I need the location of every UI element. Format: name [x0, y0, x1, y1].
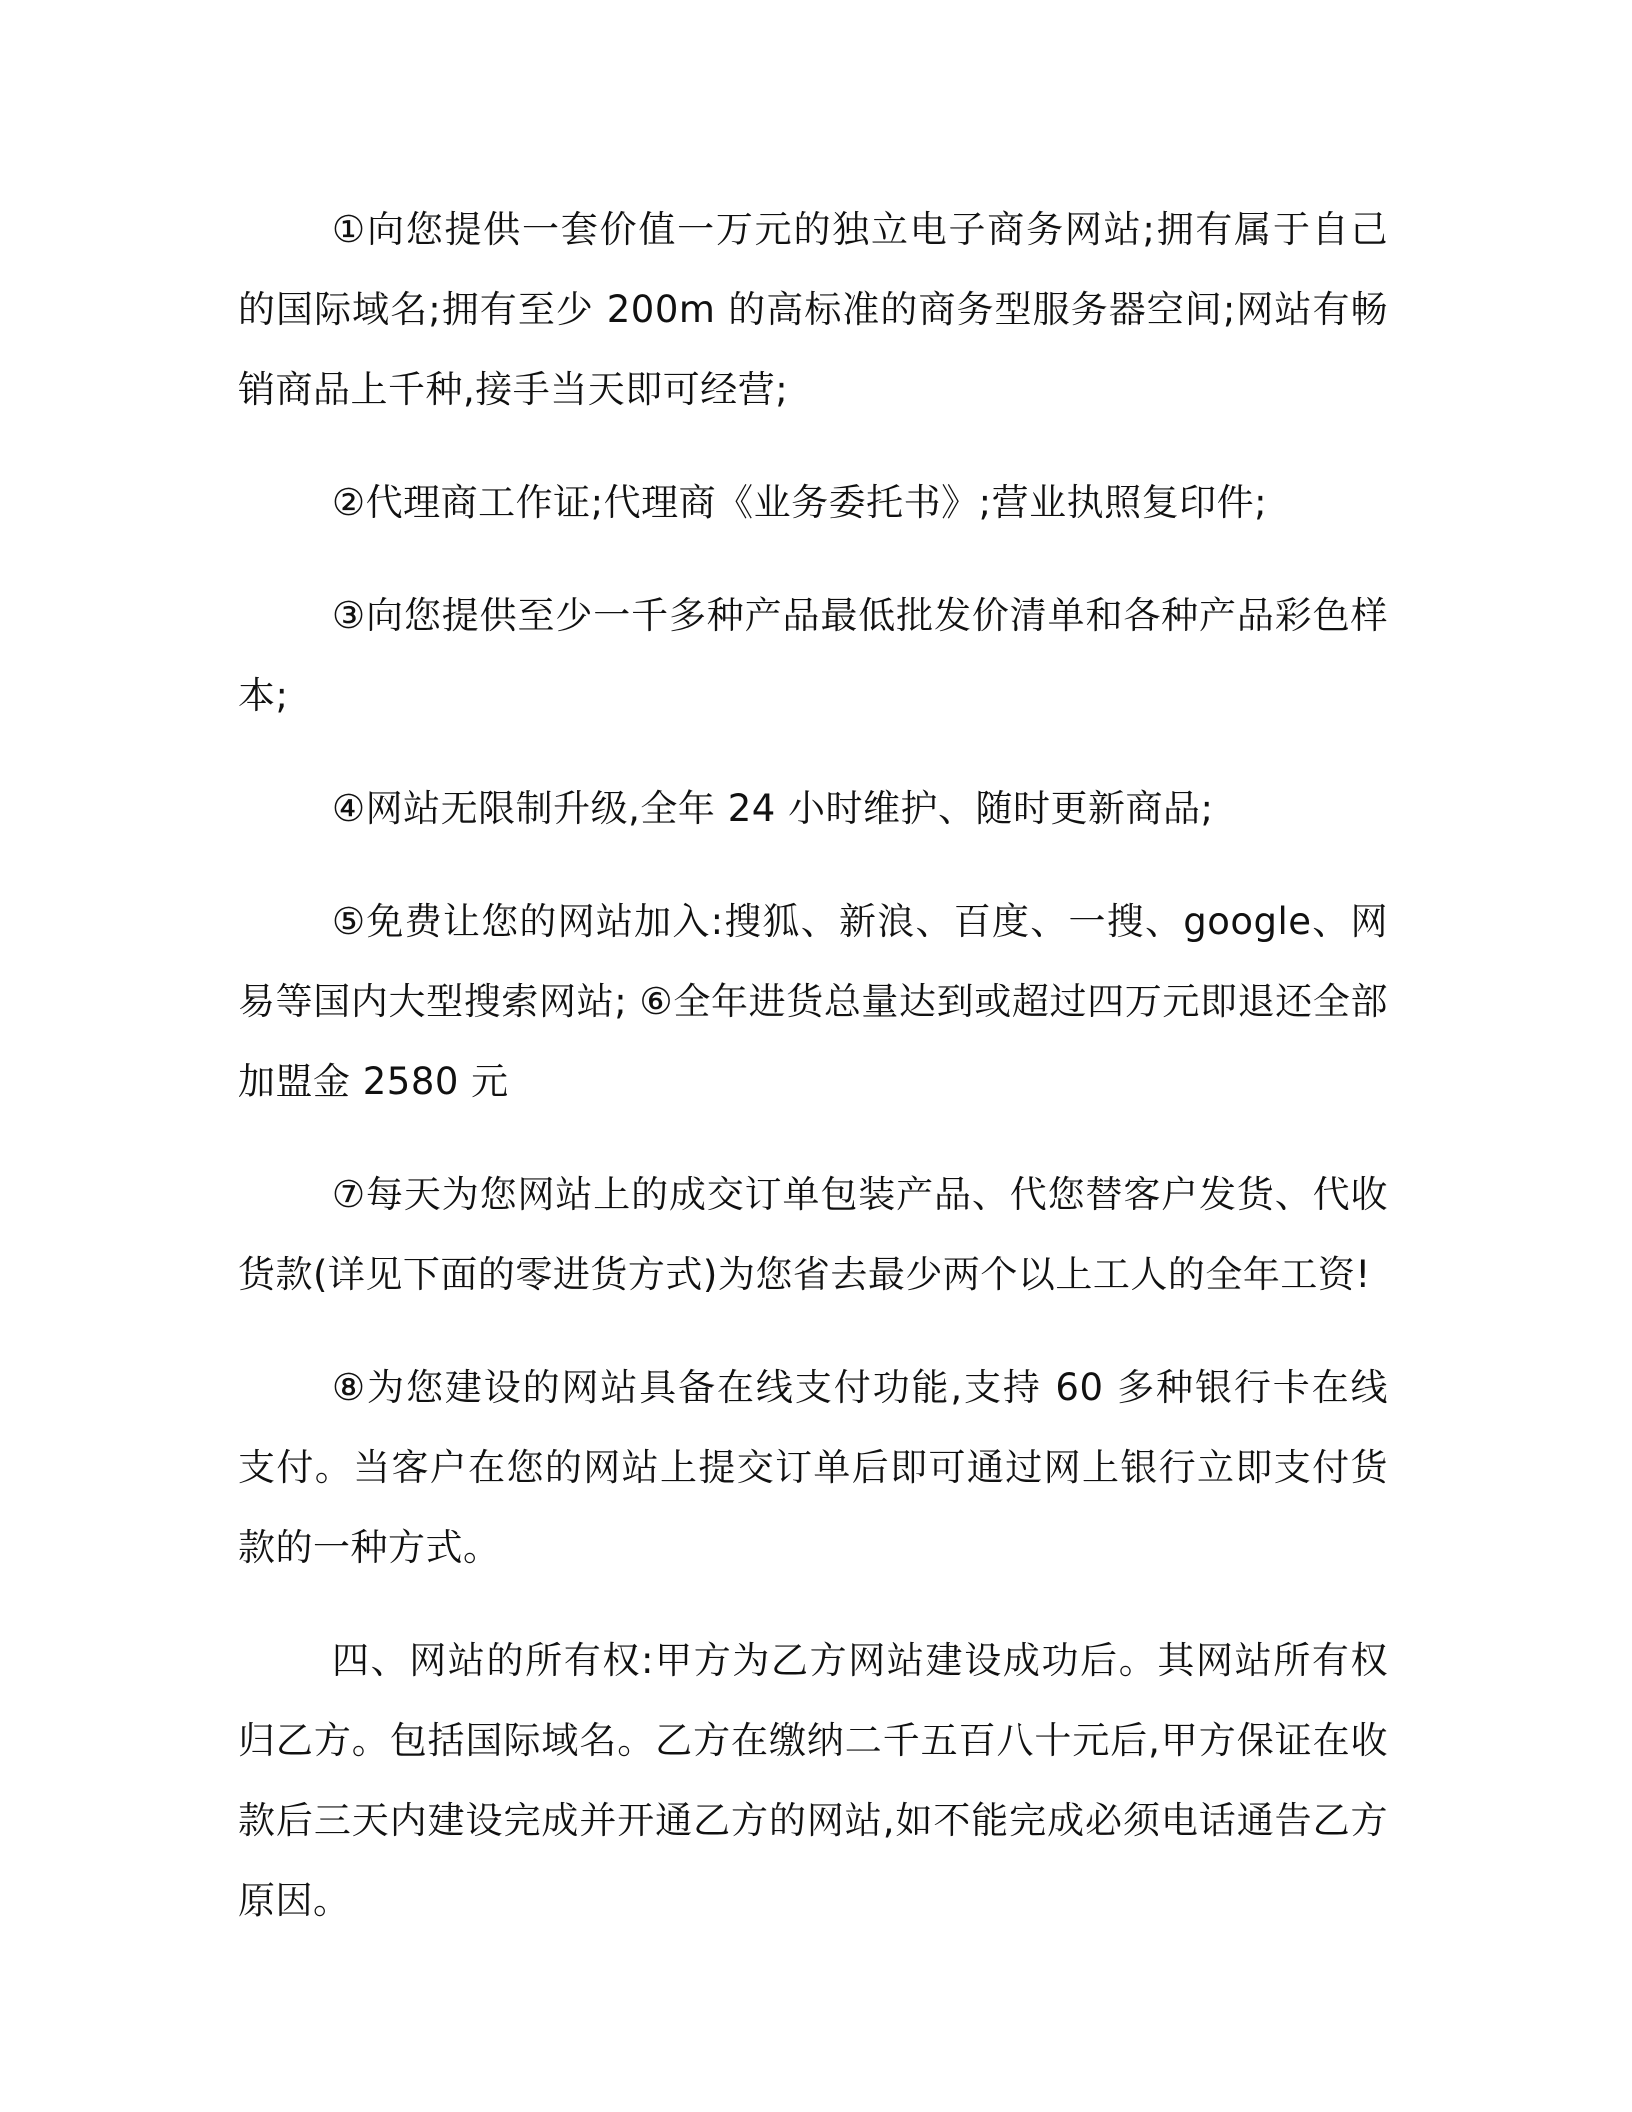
- paragraph-8: 四、网站的所有权:甲方为乙方网站建设成功后。其网站所有权归乙方。包括国际域名。乙方在缴纳二千五百八十元后,甲方保证在收款后三天内建设完成并开通乙方的网站,如不能完成必须电话通告乙方原因。: [238, 1639, 1388, 1922]
- paragraph-2: ②代理商工作证;代理商《业务委托书》;营业执照复印件;: [332, 481, 1268, 524]
- paragraph-4: ④网站无限制升级,全年 24 小时维护、随时更新商品;: [332, 787, 1214, 830]
- document-body: [238, 190, 1388, 1974]
- paragraph-7: ⑧为您建设的网站具备在线支付功能,支持 60 多种银行卡在线支付。当客户在您的网站上提交订单后即可通过网上银行立即支付货款的一种方式。: [238, 1366, 1388, 1569]
- paragraph-3: ③向您提供至少一千多种产品最低批发价清单和各种产品彩色样本;: [238, 594, 1388, 717]
- paragraph-1: ①向您提供一套价值一万元的独立电子商务网站;拥有属于自己的国际域名;拥有至少 200m 的高标准的商务型服务器空间;网站有畅销商品上千种,接手当天即可经营;: [238, 208, 1388, 411]
- paragraph-5: ⑤免费让您的网站加入:搜狐、新浪、百度、一搜、google、网易等国内大型搜索网站; ⑥全年进货总量达到或超过四万元即退还全部加盟金 2580 元: [238, 900, 1388, 1103]
- paragraph-6: ⑦每天为您网站上的成交订单包装产品、代您替客户发货、代收货款(详见下面的零进货方式)为您省去最少两个以上工人的全年工资!: [238, 1173, 1388, 1296]
